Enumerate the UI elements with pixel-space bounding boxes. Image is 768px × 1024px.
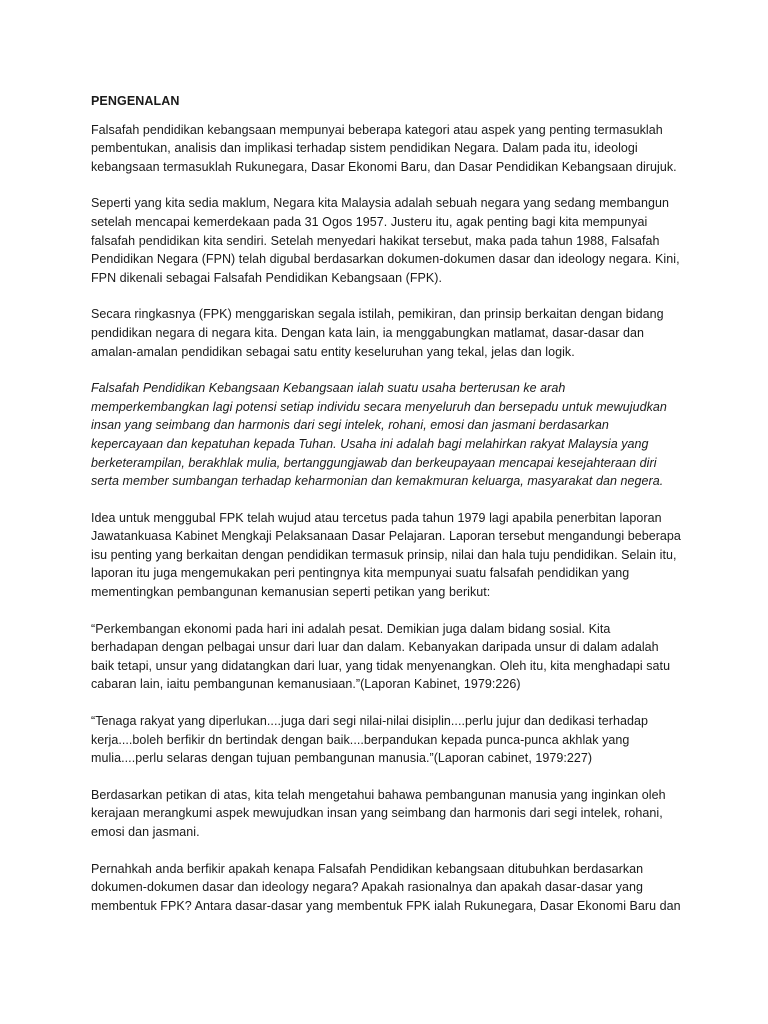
text-line: cabaran lain, iaitu pembangunan kemanusiaan.”(Laporan Kabinet, 1979:226) [91,677,521,692]
text-line: emosi dan jasmani. [91,825,200,839]
text-line: Secara ringkasnya (FPK) menggariskan segala istilah, pemikiran, dan prinsip berkaitan dengan bidang [91,307,664,322]
paragraph [91,786,703,842]
text-line: serta member sumbangan terhadap keharmonian dan kemakmuran keluarga, masyarakat dan negera. [91,474,664,489]
text-line: amalan-amalan pendidikan sebagai satu entity keseluruhan yang tekal, jelas dan logik. [91,344,575,359]
paragraph [91,194,703,287]
text-line: Idea untuk menggubal FPK telah wujud atau tercetus pada tahun 1979 lagi apabila penerbitan laporan [91,510,662,525]
text-line: FPN dikenali sebagai Falsafah Pendidikan Kebangsaan (FPK). [91,270,443,285]
text-line: Jawatankuasa Kabinet Mengkaji Pelaksanaan Dasar Pelajaran. Laporan tersebut mengandungi beberapa [91,529,681,544]
text-line: kerajaan merangkumi aspek mewujudkan insan yang seimbang dan harmonis dari segi intelek, rohani, [91,806,663,821]
document-page [91,92,703,933]
text-line: mulia....perlu selaras dengan tujuan pembangunan manusia.”(Laporan cabinet, 1979:227) [91,751,593,766]
text-line: Seperti yang kita sedia maklum, Negara kita Malaysia adalah sebuah negara yang sedang membangun [91,196,670,211]
text-line: “Tenaga rakyat yang diperlukan....juga dari segi nilai-nilai disiplin....perlu jujur dan dedikasi terhadap [91,714,649,729]
italic-paragraph [91,379,703,491]
text-line: berketerampilan, berakhlak mulia, bertanggungjawab dan berkeupayaan mencapai kesejahteraan diri [91,455,657,470]
paragraph [91,509,703,602]
text-line: kerja....boleh berfikir dn bertindak dengan baik....berpandukan kepada punca-punca akhlak yang [91,732,630,747]
text-line: insan yang seimbang dan harmonis dari segi intelek, rohani, emosi dan jasmani berdasarkan [91,418,609,433]
document-heading: PENGENALAN [91,94,180,108]
text-line: laporan itu juga mengemukakan peri pentingnya kita mempunyai suatu falsafah pendidikan yang [91,566,630,581]
text-line: isu penting yang berkaitan dengan pendidikan termasuk prinsip, nilai dan hala tuju pendidikan. Selain itu, [91,547,677,562]
text-line: setelah mencapai kemerdekaan pada 31 Ogos 1957. Justeru itu, agak penting bagi kita mempunyai [91,214,648,229]
text-line: Pernahkah anda berfikir apakah kenapa Falsafah Pendidikan kebangsaan ditubuhkan berdasarkan [91,861,644,876]
paragraph [91,305,703,361]
text-line: pendidikan negara di negara kita. Dengan kata lain, ia menggabungkan matlamat, dasar-dasar dan [91,325,644,340]
paragraph [91,712,703,768]
paragraph [91,620,703,694]
text-line: “Perkembangan ekonomi pada hari ini adalah pesat. Demikian juga dalam bidang sosial. Kita [91,621,611,636]
text-line: Falsafah Pendidikan Kebangsaan Kebangsaan ialah suatu usaha berterusan ke arah [91,381,566,396]
text-line: Pendidikan Negara (FPN) telah digubal berdasarkan dokumen-dokumen dasar dan ideology negara. Kini, [91,252,680,267]
text-line: kepercayaan dan kepatuhan kepada Tuhan. Usaha ini adalah bagi melahirkan rakyat Malaysia yang [91,436,649,451]
text-line: baik tetapi, unsur yang didatangkan dari luar, yang tidak menyenangkan. Oleh itu, kita menghadapi satu [91,658,671,673]
text-line: memperkembangkan lagi potensi setiap individu secara menyeluruh dan bersepadu untuk mewujudkan [91,399,667,414]
text-line: Berdasarkan petikan di atas, kita telah mengetahui bahawa pembangunan manusia yang inginkan oleh [91,787,666,802]
text-line: membentuk FPK? Antara dasar-dasar yang membentuk FPK ialah Rukunegara, Dasar Ekonomi Baru dan [91,898,681,913]
text-line: Falsafah pendidikan kebangsaan mempunyai beberapa kategori atau aspek yang penting termasuklah [91,122,663,137]
paragraph [91,121,703,177]
text-line: kebangsaan termasuklah Rukunegara, Dasar Ekonomi Baru, dan Dasar Pendidikan Kebangsaan dirujuk. [91,159,677,174]
text-line: falsafah pendidikan kita sendiri. Setelah menyedari hakikat tersebut, maka pada tahun 1988, Falsafah [91,233,660,248]
text-line: dokumen-dokumen dasar dan ideology negara? Apakah rasionalnya dan apakah dasar-dasar yang [91,880,644,895]
text-line: mementingkan pembangunan kemanusian seperti petikan yang berikut: [91,585,491,600]
paragraph [91,860,703,916]
text-line: pembentukan, analisis dan implikasi terhadap sistem pendidikan Negara. Dalam pada itu, ideologi [91,141,638,156]
text-line: berhadapan dengan pelbagai unsur dari luar dan dalam. Kebanyakan daripada unsur di dalam adalah [91,640,659,655]
document-body [91,121,703,916]
